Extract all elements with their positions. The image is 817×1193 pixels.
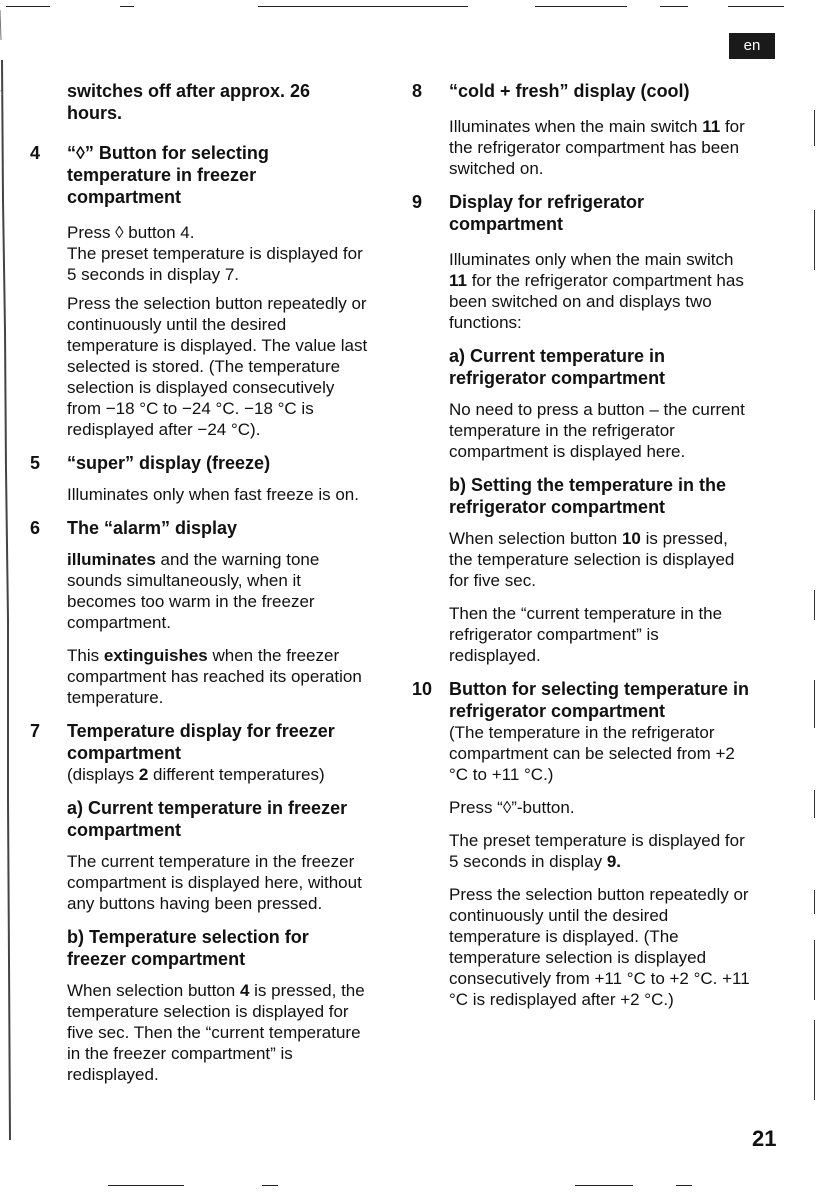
scan-line: [575, 1185, 633, 1186]
text: different temperatures): [148, 765, 325, 784]
item-heading: The “alarm” display: [67, 518, 238, 538]
scan-line: [814, 680, 815, 728]
item-heading: Display for refrigerator compartment: [449, 192, 645, 234]
item-number: 5: [30, 453, 41, 473]
item-heading: Button for selecting temperature in refrigerator compartment: [449, 679, 750, 721]
bold-term: illuminates: [67, 550, 156, 569]
item-number: 9: [412, 192, 423, 212]
scan-line: [728, 6, 784, 7]
text: and the warning tone sounds simultaneously, when it becomes too warm in the freezer compartment.: [67, 550, 320, 632]
text: is pressed, the temperature selection is displayed for five sec. Then the “current temperature in the freezer compartment” is redisplayed.: [67, 981, 365, 1084]
scan-line: [262, 1185, 278, 1186]
text: when the freezer compartment has reached its operation temperature.: [67, 646, 362, 707]
paragraph: Then the “current temperature in the refrigerator compartment” is redisplayed.: [449, 604, 723, 665]
page-number: 21: [752, 1126, 777, 1151]
scan-line: [814, 110, 815, 146]
sub-heading: b) Setting the temperature in the refrigerator compartment: [449, 475, 727, 517]
paragraph: [67, 645, 370, 708]
paragraph: Press the selection button repeatedly or continuously until the desired temperature is displayed. (The temperature selection is displayed consecutively from +11 °C to +2 °C. +11 °C is redisplayed after +2 °C.): [449, 885, 750, 1009]
text: Illuminates only when the main switch: [449, 250, 734, 269]
item-heading: “super” display (freeze): [67, 453, 271, 473]
paragraph: Illuminates only when fast freeze is on.: [67, 485, 359, 504]
sub-heading: a) Current temperature in refrigerator compartment: [449, 346, 666, 388]
item-number: 6: [30, 518, 41, 538]
paragraph: No need to press a button – the current temperature in the refrigerator compartment is displayed here.: [449, 400, 745, 461]
list-item-5: [30, 452, 370, 505]
paragraph: (The temperature in the refrigerator compartment can be selected from +2 °C to +11 °C.): [449, 723, 735, 784]
scan-edge-shadow: [0, 0, 12, 1188]
scan-line: [814, 940, 815, 1000]
text: for the refrigerator compartment has been switched on.: [449, 117, 745, 178]
bold-term: 11: [702, 117, 721, 136]
paragraph: [67, 980, 370, 1085]
item-number: 4: [30, 143, 41, 163]
paragraph: Press the selection button repeatedly or continuously until the desired temperature is displayed. The value last selected is stored. (The temperature selection is displayed consecutively from −18 °C to −24 °C. −18 °C is redisplayed after −24 °C).: [67, 294, 368, 439]
paragraph: [449, 528, 752, 591]
text: When selection button: [449, 529, 622, 548]
scan-line: [676, 1185, 692, 1186]
paragraph: Press “◊”-button.: [449, 798, 575, 817]
text: for the refrigerator compartment has been switched on and displays two functions:: [449, 271, 744, 332]
bold-term: 10: [621, 529, 641, 548]
item-heading: “◊” Button for selecting temperature in freezer compartment: [67, 143, 269, 207]
list-item-6: [30, 517, 370, 708]
bold-term: 9.: [606, 852, 622, 871]
text: The preset temperature is displayed for 5 seconds in display: [449, 831, 745, 871]
bold-term: 11: [449, 271, 467, 290]
sub-heading: a) Current temperature in freezer compartment: [67, 798, 348, 840]
scan-line: [814, 790, 815, 818]
scan-line: [535, 6, 627, 7]
continued-text: [30, 80, 370, 124]
paragraph: [449, 116, 752, 179]
paragraph: [67, 764, 370, 785]
scan-line: [660, 6, 688, 7]
paragraph: [449, 249, 752, 333]
language-badge: en: [729, 33, 775, 59]
scan-line: [120, 6, 134, 7]
paragraph: Press ◊ button 4.: [67, 223, 195, 242]
sub-heading: b) Temperature selection for freezer compartment: [67, 927, 309, 969]
item-number: 8: [412, 81, 423, 101]
right-column: [412, 80, 752, 1022]
scan-line: [814, 210, 815, 270]
item-heading: Temperature display for freezer compartment: [67, 721, 335, 763]
item-heading: “cold + fresh” display (cool): [449, 81, 690, 101]
bold-term: extinguishes: [103, 646, 208, 665]
paragraph: The current temperature in the freezer compartment is displayed here, without any buttons having been pressed.: [67, 852, 362, 913]
text: This: [67, 646, 104, 665]
paragraph: The preset temperature is displayed for 5 seconds in display 7.: [67, 244, 363, 284]
continued-line-1: switches off after approx. 26: [67, 81, 311, 101]
text: is pressed, the temperature selection is displayed for five sec.: [449, 529, 735, 590]
paragraph: [449, 830, 752, 872]
scan-line: [258, 6, 468, 7]
item-number: 7: [30, 721, 41, 741]
item-number: 10: [412, 679, 433, 699]
list-item-9: [412, 191, 752, 666]
text: Illuminates when the main switch: [449, 117, 703, 136]
list-item-4: [30, 142, 370, 440]
text: When selection button: [67, 981, 240, 1000]
list-item-7: [30, 720, 370, 1085]
continued-line-2: hours.: [67, 103, 123, 123]
scan-line: [108, 1185, 184, 1186]
paragraph: [67, 549, 370, 633]
list-item-8: [412, 80, 752, 179]
list-item-10: [412, 678, 752, 1010]
bold-term: 2: [138, 765, 149, 784]
scan-line: [6, 6, 50, 7]
scan-line: [814, 890, 815, 914]
left-column: [30, 80, 370, 1097]
scan-line: [814, 590, 815, 620]
text: (displays: [67, 765, 139, 784]
scan-line: [814, 1020, 815, 1100]
bold-term: 4: [239, 981, 250, 1000]
